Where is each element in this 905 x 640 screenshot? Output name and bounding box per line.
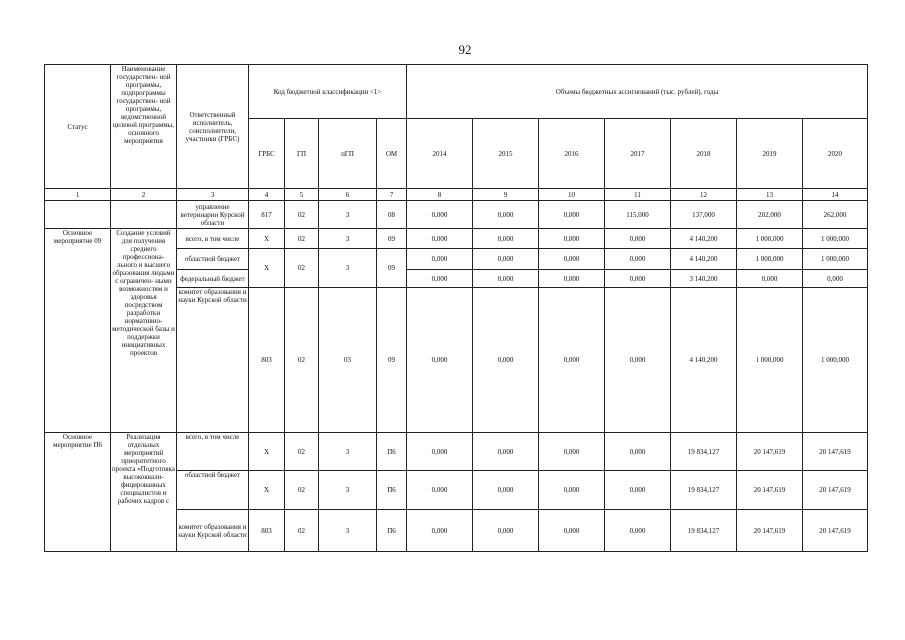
- code-cell: Х: [249, 433, 285, 471]
- value-cell: 0,000: [473, 201, 539, 229]
- header-year: 2014: [407, 119, 473, 189]
- value-cell: 0,000: [473, 249, 539, 270]
- code-cell: П6: [377, 510, 407, 552]
- code-cell: П6: [377, 433, 407, 471]
- value-cell: 115,000: [605, 201, 671, 229]
- value-cell: 0,000: [803, 270, 868, 288]
- header-code-group: Код бюджетной классификации <1>: [249, 65, 407, 119]
- code-cell: 09: [377, 229, 407, 249]
- value-cell: 0,000: [473, 471, 539, 510]
- header-year: 2017: [605, 119, 671, 189]
- value-cell: 0,000: [737, 270, 803, 288]
- value-cell: 1 000,000: [737, 229, 803, 249]
- code-cell: Х: [249, 249, 285, 288]
- code-cell: 09: [377, 288, 407, 433]
- responsible-cell: комитет образования и науки Курской области: [177, 288, 249, 433]
- value-cell: 0,000: [605, 270, 671, 288]
- value-cell: 0,000: [407, 229, 473, 249]
- column-number: 12: [671, 189, 737, 201]
- header-year: 2018: [671, 119, 737, 189]
- code-cell: 803: [249, 288, 285, 433]
- value-cell: 262,000: [803, 201, 868, 229]
- value-cell: 0,000: [539, 510, 605, 552]
- value-cell: 1 000,000: [803, 249, 868, 270]
- column-number: 1: [45, 189, 111, 201]
- header-responsible: Ответственный исполнитель, соисполнители, участники (ГРБС): [177, 65, 249, 189]
- column-number: 13: [737, 189, 803, 201]
- value-cell: 0,000: [605, 471, 671, 510]
- empty-cell: [45, 201, 111, 229]
- status-cell: Основное мероприятие П6: [45, 433, 111, 552]
- code-cell: 3: [319, 229, 377, 249]
- code-cell: 3: [319, 471, 377, 510]
- value-cell: 1 000,000: [803, 229, 868, 249]
- code-cell: 09: [377, 249, 407, 288]
- column-number: 6: [319, 189, 377, 201]
- value-cell: 0,000: [605, 249, 671, 270]
- responsible-cell: областной бюджет: [177, 471, 249, 510]
- value-cell: 1 000,000: [737, 249, 803, 270]
- column-number: 14: [803, 189, 868, 201]
- responsible-cell: областной бюджет: [177, 249, 249, 270]
- header-volumes-group: Объемы бюджетных ассигнований (тыс. рублей), годы: [407, 65, 868, 119]
- value-cell: 0,000: [473, 270, 539, 288]
- value-cell: 20 147,619: [737, 510, 803, 552]
- column-number: 5: [285, 189, 319, 201]
- code-cell: 02: [285, 288, 319, 433]
- value-cell: 0,000: [539, 249, 605, 270]
- value-cell: 202,000: [737, 201, 803, 229]
- code-cell: Х: [249, 471, 285, 510]
- value-cell: 19 834,127: [671, 510, 737, 552]
- header-name: Наименование государствен- ной программы, подпрограммы государствен- ной программы, ведомственной целевой программы, основного мероприятия: [111, 65, 177, 189]
- value-cell: 19 834,127: [671, 433, 737, 471]
- value-cell: 20 147,619: [803, 433, 868, 471]
- header-year: 2015: [473, 119, 539, 189]
- code-cell: 803: [249, 510, 285, 552]
- value-cell: 4 140,200: [671, 229, 737, 249]
- code-cell: 03: [319, 288, 377, 433]
- value-cell: 0,000: [539, 229, 605, 249]
- value-cell: 0,000: [605, 433, 671, 471]
- header-status: Статус: [45, 65, 111, 189]
- value-cell: 4 140,200: [671, 288, 737, 433]
- value-cell: 0,000: [407, 510, 473, 552]
- value-cell: 20 147,619: [737, 471, 803, 510]
- value-cell: 0,000: [407, 249, 473, 270]
- value-cell: 0,000: [473, 433, 539, 471]
- value-cell: 20 147,619: [803, 510, 868, 552]
- code-cell: 02: [285, 433, 319, 471]
- value-cell: 0,000: [539, 270, 605, 288]
- code-cell: П6: [377, 471, 407, 510]
- code-cell: 817: [249, 201, 285, 229]
- code-cell: 3: [319, 510, 377, 552]
- column-number: 7: [377, 189, 407, 201]
- code-cell: 02: [285, 229, 319, 249]
- value-cell: 0,000: [407, 270, 473, 288]
- value-cell: 0,000: [539, 433, 605, 471]
- table-row: [45, 201, 868, 229]
- header-year: 2019: [737, 119, 803, 189]
- value-cell: 0,000: [605, 229, 671, 249]
- budget-table: [44, 64, 868, 552]
- column-number: 9: [473, 189, 539, 201]
- value-cell: 0,000: [605, 510, 671, 552]
- column-number: 2: [111, 189, 177, 201]
- value-cell: 0,000: [605, 288, 671, 433]
- page-number: 92: [458, 42, 472, 57]
- name-cell: Реализация отдельных мероприятий приоритетного проекта «Подготовка высококвали- фицированных специалистов и рабочих кадров с: [111, 433, 177, 552]
- value-cell: 0,000: [473, 510, 539, 552]
- value-cell: 1 000,000: [737, 288, 803, 433]
- code-cell: Х: [249, 229, 285, 249]
- responsible-cell: всего, в том числе: [177, 229, 249, 249]
- value-cell: 0,000: [539, 288, 605, 433]
- code-cell: 02: [285, 249, 319, 288]
- code-cell: 08: [377, 201, 407, 229]
- header-year: 2020: [803, 119, 868, 189]
- header-year: 2016: [539, 119, 605, 189]
- value-cell: 0,000: [539, 201, 605, 229]
- value-cell: 20 147,619: [737, 433, 803, 471]
- code-cell: 02: [285, 510, 319, 552]
- header-code-pgp: пГП: [319, 119, 377, 189]
- code-cell: 3: [319, 249, 377, 288]
- value-cell: 19 834,127: [671, 471, 737, 510]
- code-cell: 02: [285, 201, 319, 229]
- column-number: 11: [605, 189, 671, 201]
- responsible-cell: управление ветеринарии Курской области: [177, 201, 249, 229]
- table-row: [45, 433, 868, 471]
- code-cell: 3: [319, 433, 377, 471]
- status-cell: Основное мероприятие 09: [45, 229, 111, 433]
- value-cell: 0,000: [407, 288, 473, 433]
- header-code-gp: ГП: [285, 119, 319, 189]
- header-code-grbs: ГРБС: [249, 119, 285, 189]
- responsible-cell: всего, в том числе: [177, 433, 249, 471]
- name-cell: Создание условий для получения среднего профессиона- льного и высшего образования людьми с ограничен- ными возможностям и здоровья посредством разработки нормативно- методической базы и поддержки инициативных проектов: [111, 229, 177, 433]
- responsible-cell: комитет образования и науки Курской области: [177, 510, 249, 552]
- column-number: 4: [249, 189, 285, 201]
- column-number: 3: [177, 189, 249, 201]
- column-number: 10: [539, 189, 605, 201]
- value-cell: 0,000: [407, 201, 473, 229]
- column-number-row: [45, 189, 868, 201]
- value-cell: 1 000,000: [803, 288, 868, 433]
- header-row-top: [45, 65, 868, 119]
- value-cell: 20 147,619: [803, 471, 868, 510]
- table-row: [45, 229, 868, 249]
- empty-cell: [111, 201, 177, 229]
- value-cell: 0,000: [473, 288, 539, 433]
- value-cell: 4 140,200: [671, 249, 737, 270]
- code-cell: 3: [319, 201, 377, 229]
- value-cell: 0,000: [407, 471, 473, 510]
- value-cell: 0,000: [539, 471, 605, 510]
- responsible-cell: федеральный бюджет: [177, 270, 249, 288]
- value-cell: 3 140,200: [671, 270, 737, 288]
- value-cell: 0,000: [407, 433, 473, 471]
- value-cell: 0,000: [473, 229, 539, 249]
- code-cell: 02: [285, 471, 319, 510]
- value-cell: 137,000: [671, 201, 737, 229]
- column-number: 8: [407, 189, 473, 201]
- header-code-om: ОМ: [377, 119, 407, 189]
